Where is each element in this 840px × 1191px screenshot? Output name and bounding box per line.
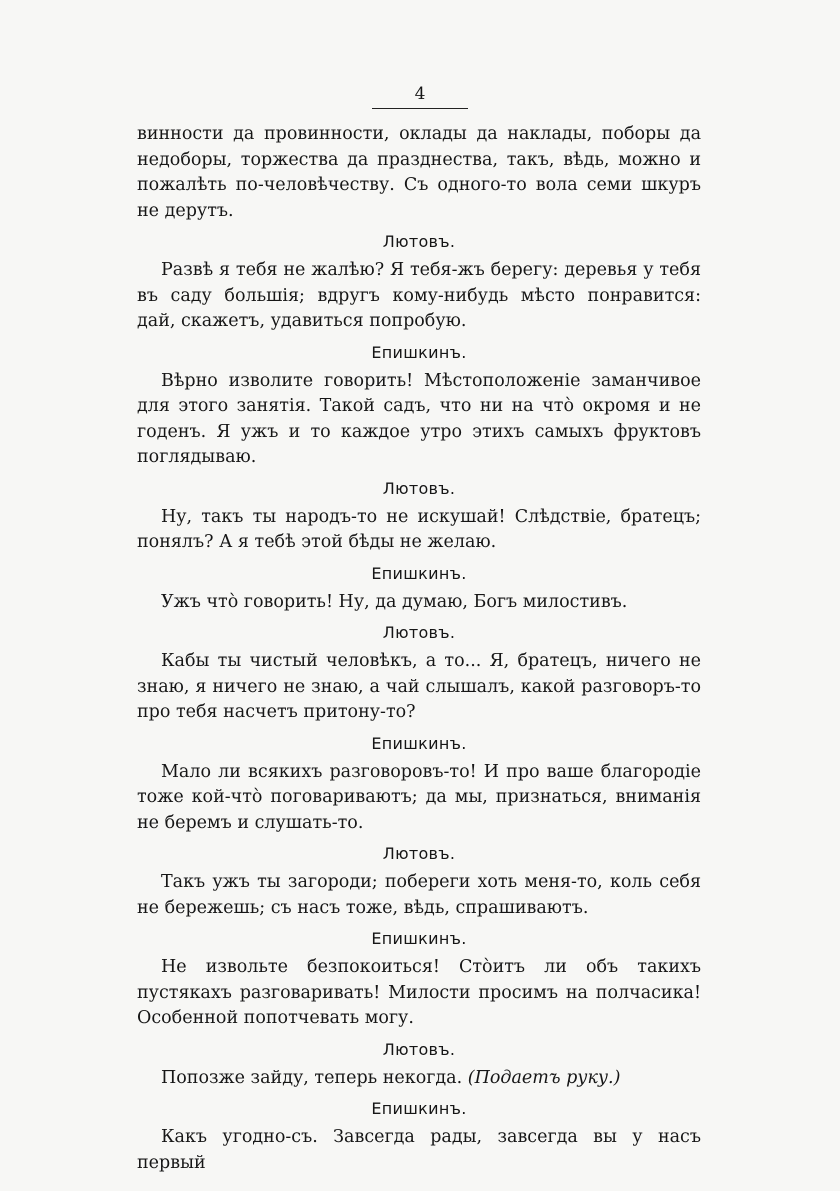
speaker-heading: Епишкинъ.	[371, 929, 467, 948]
speech-paragraph: Такъ ужъ ты загороди; побереги хоть меня-то, коль себя не бережешь; съ насъ тоже, вѣдь, спрашиваютъ.	[137, 872, 701, 918]
header-rule	[372, 108, 468, 109]
speech-paragraph: Какъ угодно-съ. Завсегда рады, завсегда вы у насъ первый	[137, 1127, 701, 1173]
speech-paragraph	[137, 1066, 701, 1092]
speaker-heading: Лютовъ.	[382, 623, 456, 642]
speaker-heading: Епишкинъ.	[371, 563, 467, 583]
speaker-heading: Лютовъ.	[382, 1039, 456, 1059]
speaker-heading: Епишкинъ.	[371, 342, 467, 362]
speech-paragraph: Вѣрно изволите говорить! Мѣстоположеніе заманчивое для этого занятія. Такой садъ, что ни на что̀ окромя и не годенъ. Я ужъ и то каждое утро этихъ самыхъ фруктовъ поглядываю.	[137, 370, 701, 467]
speaker-heading: Лютовъ.	[382, 844, 456, 863]
speech-paragraph: Ужъ что̀ говорить! Ну, да думаю, Богъ милостивъ.	[161, 591, 628, 612]
speech-paragraph: Кабы ты чистый человѣкъ, а то... Я, братецъ, ничего не знаю, я ничего не знаю, а чай слышалъ, какой разговоръ-то про тебя насчетъ притону-то?	[137, 651, 701, 722]
speech-paragraph: Ну, такъ ты народъ-то не искушай! Слѣдствіе, братецъ; понялъ? А я тебѣ этой бѣды не желаю.	[137, 506, 701, 552]
speaker-heading: Епишкинъ.	[371, 733, 467, 753]
speaker-heading: Лютовъ.	[382, 478, 456, 498]
paragraph-continuation: винности да провинности, оклады да наклады, поборы да недоборы, торжества да празднества, такъ, вѣдь, можно и пожалѣть по-человѣчеству. Съ одного-то вола семи шкуръ не дерутъ.	[137, 124, 701, 221]
speech-paragraph: Не извольте безпокоиться! Сто̀итъ ли объ такихъ пустякахъ разговаривать! Милости просимъ на полчасика! Особенной попотчевать могу.	[137, 957, 701, 1028]
text-body	[137, 122, 701, 1176]
speaker-heading: Лютовъ.	[382, 232, 456, 251]
speaker-heading: Епишкинъ.	[371, 1099, 467, 1118]
page-number: 4	[414, 84, 426, 104]
speech-paragraph: Мало ли всякихъ разговоровъ-то! И про ваше благородіе тоже кой-что̀ поговариваютъ; да мы, признаться, вниманія не беремъ и слушать-то.	[137, 761, 701, 833]
speech-paragraph: Развѣ я тебя не жалѣю? Я тебя-жъ берегу: деревья у тебя въ саду большія; вдругъ кому-нибудь мѣсто понравится: дай, скажетъ, удавиться попробую.	[137, 260, 701, 331]
speech-text: Попозже зайду, теперь некогда.	[161, 1067, 463, 1088]
stage-direction: (Подаетъ руку.)	[467, 1067, 621, 1088]
